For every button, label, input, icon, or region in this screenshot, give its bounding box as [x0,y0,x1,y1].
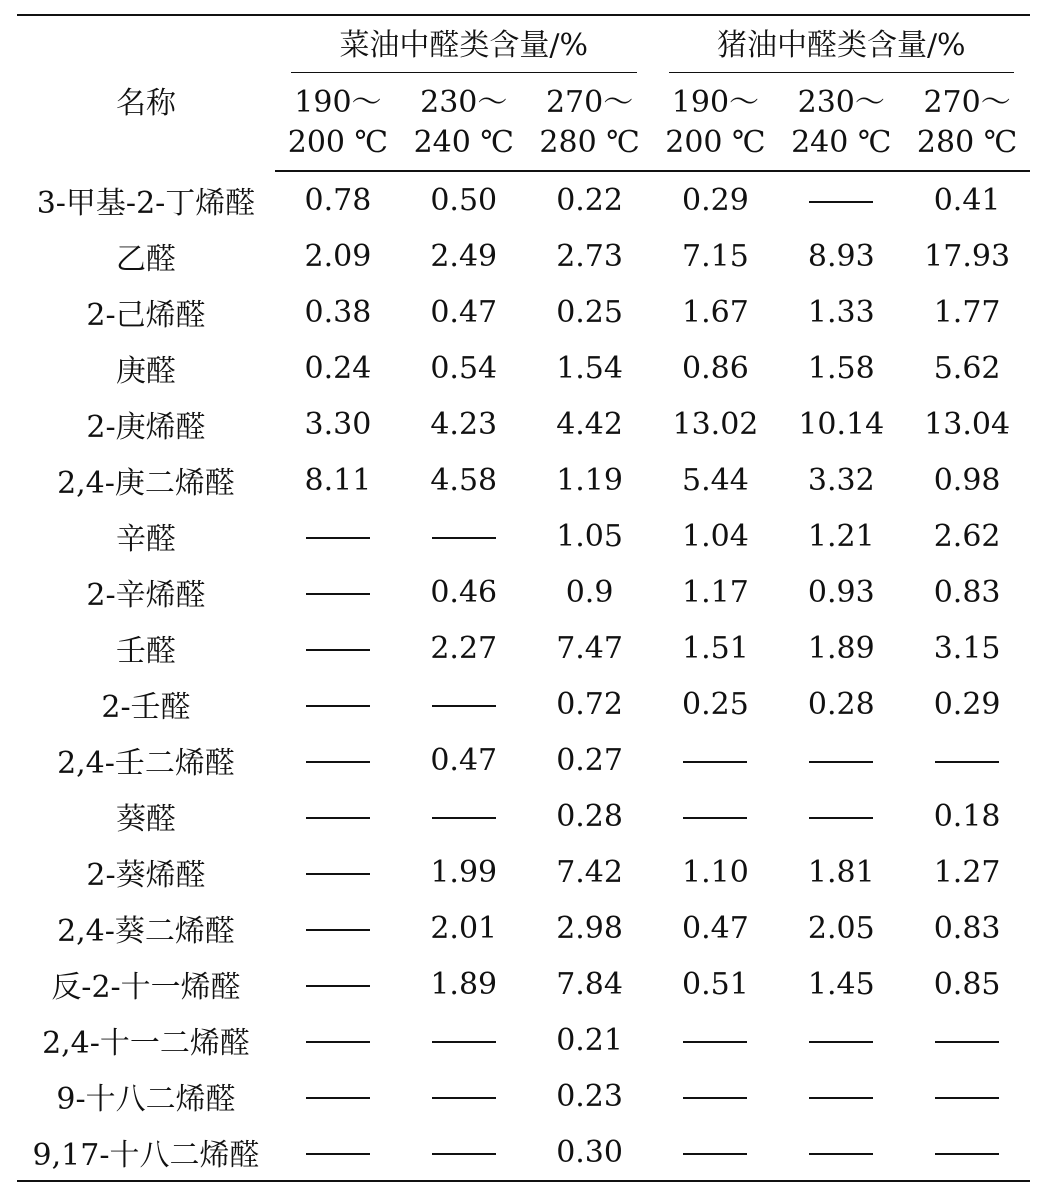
value-cell: 1.89 [430,966,498,1002]
value-cell: 7.15 [682,238,749,274]
value-cell: 0.47 [682,910,749,946]
value-cell: 0.83 [933,574,1001,610]
value-cell: 0.47 [430,742,498,778]
value-cell: 0.18 [933,798,1001,834]
dash-mark [306,929,370,931]
no-data-cell [275,676,401,732]
temperature-range-start: 230～ [420,85,508,120]
table-row [17,1012,1030,1068]
value-cell: 0.28 [807,686,875,722]
no-data-cell [778,1068,904,1124]
dash-mark [935,761,999,763]
no-data-cell [778,732,904,788]
value-cell: 4.42 [556,406,623,442]
temperature-range-end: 200 ℃ [287,125,389,160]
dash-mark [432,1041,496,1043]
table-row [17,844,1030,900]
table-row [17,1068,1030,1124]
no-data-cell [275,1068,401,1124]
dash-mark [432,537,496,539]
dash-mark [683,817,747,819]
lard-group-header [653,15,1031,76]
temperature-range-start: 190～ [294,85,382,120]
no-data-cell [904,1012,1030,1068]
value-cell: 3.30 [304,406,372,442]
compound-name-cell: 9-十八二烯醛 [56,1082,236,1117]
value-cell: 7.84 [556,966,623,1002]
value-cell: 0.22 [556,182,623,218]
no-data-cell [275,564,401,620]
value-cell: 1.89 [807,630,875,666]
value-cell: 4.23 [430,406,498,442]
value-cell: 1.77 [933,294,1001,330]
no-data-cell [778,788,904,844]
value-cell: 0.30 [527,1124,653,1181]
value-cell: 0.54 [430,350,498,386]
compound-name-cell: 2,4-葵二烯醛 [57,914,235,949]
compound-name-cell: 2,4-壬二烯醛 [57,746,235,781]
dash-mark [935,1041,999,1043]
value-cell: 13.04 [924,406,1011,442]
dash-mark [306,817,370,819]
table-row [17,396,1030,452]
value-cell: 0.83 [933,910,1001,946]
dash-mark [935,1153,999,1155]
dash-mark [432,705,496,707]
table-row [17,564,1030,620]
value-cell: 0.25 [556,294,623,330]
no-data-cell [275,620,401,676]
dash-mark [683,761,747,763]
no-data-cell [275,1012,401,1068]
no-data-cell [653,1124,779,1181]
aldehyde-content-table [17,14,1030,1182]
dash-mark [306,1153,370,1155]
value-cell: 5.44 [682,462,749,498]
value-cell: 1.58 [807,350,875,386]
no-data-cell [275,900,401,956]
value-cell: 0.38 [304,294,372,330]
value-cell: 2.01 [430,910,498,946]
no-data-cell [653,788,779,844]
dash-mark [432,817,496,819]
value-cell: 0.86 [682,350,749,386]
value-cell: 1.04 [682,518,749,554]
no-data-cell [904,1124,1030,1181]
value-cell: 1.51 [682,630,749,666]
value-cell: 2.27 [430,630,498,666]
compound-name-cell: 庚醛 [116,354,176,389]
table-row [17,228,1030,284]
dash-mark [306,985,370,987]
dash-mark [306,593,370,595]
table-row [17,900,1030,956]
no-data-cell [904,1068,1030,1124]
table-row [17,340,1030,396]
no-data-cell [401,508,527,564]
compound-name-cell: 壬醛 [116,634,176,669]
no-data-cell [778,171,904,228]
no-data-cell [275,844,401,900]
value-cell: 0.51 [682,966,749,1002]
value-cell: 8.93 [807,238,875,274]
dash-mark [306,1097,370,1099]
value-cell: 0.25 [682,686,749,722]
dash-mark [809,201,873,203]
compound-name-cell: 2-庚烯醛 [86,410,206,445]
table-row [17,956,1030,1012]
value-cell: 1.67 [682,294,749,330]
table-row [17,676,1030,732]
value-cell: 0.46 [430,574,498,610]
dash-mark [306,873,370,875]
table-row [17,732,1030,788]
no-data-cell [275,508,401,564]
no-data-cell [401,1068,527,1124]
no-data-cell [275,956,401,1012]
no-data-cell [653,1068,779,1124]
no-data-cell [653,1012,779,1068]
no-data-cell [778,1012,904,1068]
dash-mark [306,705,370,707]
value-cell: 3.15 [933,630,1001,666]
temperature-range-end: 240 ℃ [791,125,892,160]
compound-name-cell: 辛醛 [116,522,176,557]
value-cell: 1.33 [807,294,875,330]
temperature-range-start: 230～ [797,85,885,120]
dash-mark [683,1153,747,1155]
table-body [17,171,1030,1181]
no-data-cell [653,732,779,788]
no-data-cell [275,732,401,788]
value-cell: 0.29 [682,182,749,218]
no-data-cell [401,1012,527,1068]
dash-mark [935,1097,999,1099]
no-data-cell [275,1124,401,1181]
value-cell: 3.32 [807,462,875,498]
table-row [17,620,1030,676]
value-cell: 1.99 [430,854,498,890]
dash-mark [809,1097,873,1099]
value-cell: 10.14 [798,406,885,442]
value-cell: 0.41 [933,182,1001,218]
dash-mark [809,1041,873,1043]
value-cell: 1.54 [556,350,623,386]
value-cell: 0.50 [430,182,498,218]
dash-mark [809,1153,873,1155]
value-cell: 0.78 [304,182,372,218]
value-cell: 7.47 [556,630,623,666]
value-cell: 2.98 [556,910,623,946]
value-cell: 1.17 [682,574,749,610]
table-row [17,171,1030,228]
value-cell: 1.05 [556,518,623,554]
value-cell: 2.73 [556,238,623,274]
no-data-cell [904,732,1030,788]
compound-name-cell: 2,4-庚二烯醛 [57,466,235,501]
value-cell: 4.58 [430,462,498,498]
value-cell: 7.42 [556,854,623,890]
temperature-header [778,76,904,171]
dash-mark [683,1097,747,1099]
temperature-range-start: 270～ [545,85,634,120]
dash-mark [432,1097,496,1099]
dash-mark [432,1153,496,1155]
no-data-cell [275,788,401,844]
value-cell: 1.19 [556,462,623,498]
value-cell: 0.93 [807,574,875,610]
lard-group-label: 猪油中醛类含量/% [669,20,1015,73]
value-cell: 8.11 [304,462,372,498]
temperature-header [653,76,779,171]
rapeseed-oil-group-header [275,15,653,76]
value-cell: 0.47 [430,294,498,330]
value-cell: 0.24 [304,350,372,386]
value-cell: 2.62 [933,518,1001,554]
value-cell: 0.29 [933,686,1001,722]
compound-name-cell: 9,17-十八二烯醛 [17,1124,275,1181]
value-cell: 1.45 [807,966,875,1002]
temperature-range-end: 280 ℃ [539,125,640,160]
compound-name-cell: 2,4-十一二烯醛 [42,1026,250,1061]
table-row [17,1124,1030,1181]
dash-mark [306,761,370,763]
value-cell: 13.02 [672,406,759,442]
value-cell: 17.93 [924,238,1011,274]
value-cell: 0.98 [933,462,1001,498]
dash-mark [683,1041,747,1043]
temperature-header [401,76,527,171]
compound-name-cell: 反-2-十一烯醛 [51,970,241,1005]
compound-name-cell: 3-甲基-2-丁烯醛 [36,185,256,221]
compound-name-cell: 葵醛 [116,802,176,837]
name-column-header: 名称 [17,15,275,171]
value-cell: 1.81 [807,854,875,890]
dash-mark [306,1041,370,1043]
value-cell: 0.9 [565,574,614,610]
value-cell: 2.05 [807,910,875,946]
temperature-range-start: 270～ [923,85,1011,120]
compound-name-cell: 2-葵烯醛 [86,858,206,893]
compound-name-cell: 2-辛烯醛 [86,578,206,613]
temperature-header [904,76,1030,171]
value-cell: 1.27 [933,854,1001,890]
value-cell: 2.49 [430,238,498,274]
table-row [17,508,1030,564]
value-cell: 0.27 [556,742,623,778]
rapeseed-oil-group-label: 菜油中醛类含量/% [291,20,637,73]
value-cell: 0.85 [933,966,1001,1002]
table-row [17,284,1030,340]
value-cell: 0.21 [556,1022,623,1058]
dash-mark [809,817,873,819]
temperature-header [275,76,401,171]
temperature-header [527,76,653,171]
dash-mark [306,649,370,651]
table-row [17,788,1030,844]
compound-name-cell: 2-壬醛 [101,690,191,725]
value-cell: 0.28 [556,798,623,834]
value-cell: 2.09 [304,238,372,274]
temperature-range-start: 190～ [671,85,760,120]
dash-mark [809,761,873,763]
no-data-cell [401,1124,527,1181]
value-cell: 1.21 [807,518,875,554]
value-cell: 0.72 [556,686,623,722]
value-cell: 0.23 [556,1078,623,1114]
temperature-range-end: 240 ℃ [413,125,514,160]
compound-name-cell: 2-己烯醛 [86,298,206,333]
table-row [17,452,1030,508]
temperature-range-end: 280 ℃ [916,125,1018,160]
no-data-cell [401,788,527,844]
dash-mark [306,537,370,539]
no-data-cell [778,1124,904,1181]
value-cell: 1.10 [682,854,749,890]
compound-name-cell: 乙醛 [116,242,176,277]
value-cell: 5.62 [933,350,1001,386]
no-data-cell [401,676,527,732]
temperature-range-end: 200 ℃ [665,125,766,160]
